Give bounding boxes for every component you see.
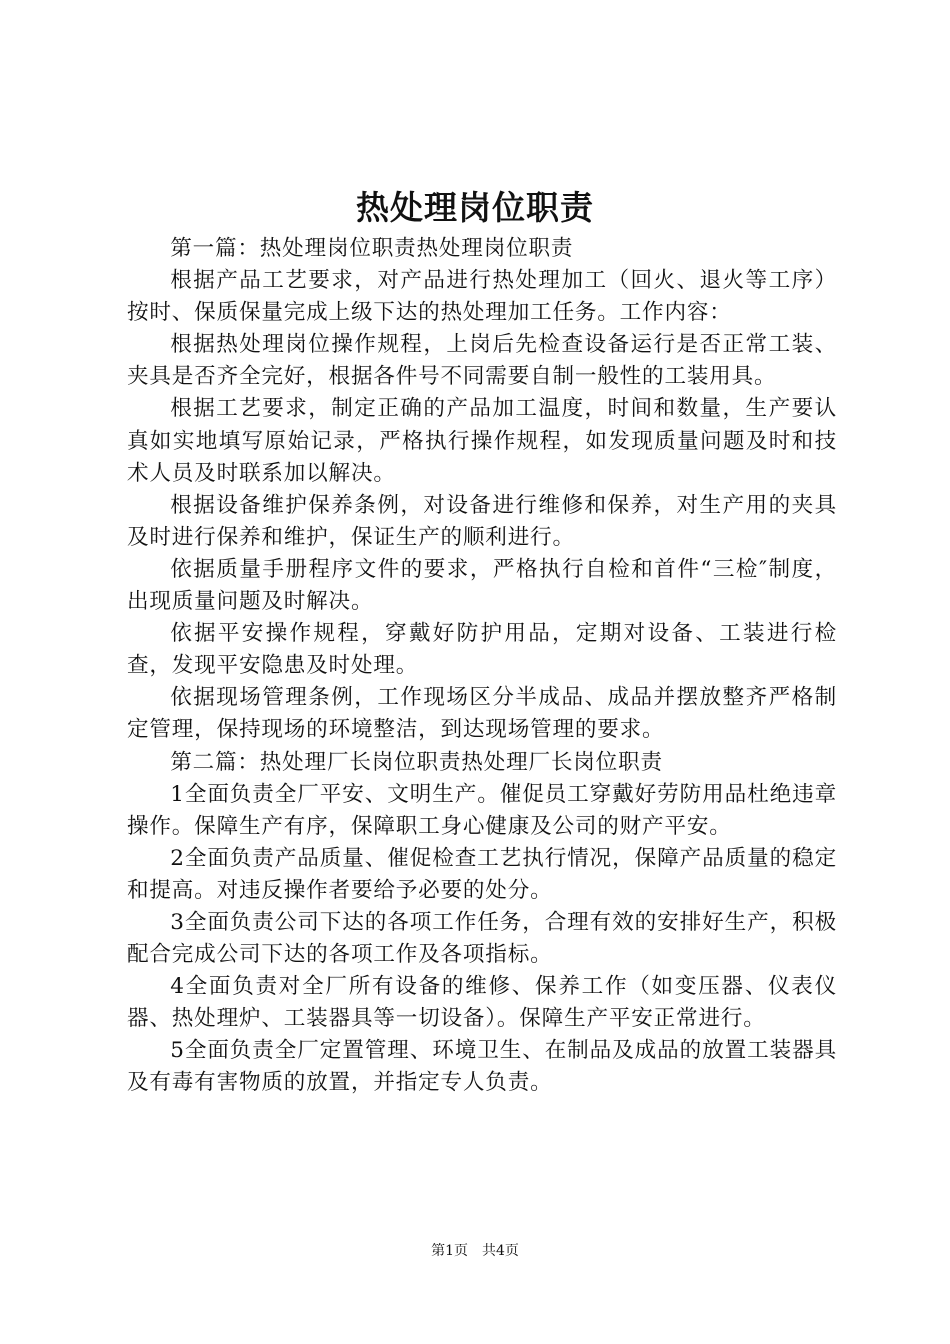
section-heading-2: 第二篇：热处理厂长岗位职责热处理厂长岗位职责 — [170, 749, 663, 775]
page-footer — [0, 1240, 950, 1262]
page-total: 共4页 — [482, 1243, 519, 1259]
paragraph: 依据平安操作规程，穿戴好防护用品，定期对设备、工装进行检查，发现平安隐患及时处理。 — [127, 621, 837, 679]
paragraph: 2全面负责产品质量、催促检查工艺执行情况，保障产品质量的稳定和提高。对违反操作者要给予必要的处分。 — [127, 845, 837, 903]
paragraph: 1全面负责全厂平安、文明生产。催促员工穿戴好劳防用品杜绝违章操作。保障生产有序，保障职工身心健康及公司的财产平安。 — [127, 781, 837, 839]
paragraph: 4全面负责对全厂所有设备的维修、保养工作（如变压器、仪表仪器、热处理炉、工装器具等一切设备）。保障生产平安正常进行。 — [127, 974, 837, 1032]
section-heading-1: 第一篇：热处理岗位职责热处理岗位职责 — [170, 236, 574, 261]
paragraph: 根据工艺要求，制定正确的产品加工温度，时间和数量，生产要认真如实地填写原始记录，严格执行操作规程，如发现质量问题及时和技术人员及时联系加以解决。 — [127, 396, 837, 486]
paragraph: 3全面负责公司下达的各项工作任务，合理有效的安排好生产，积极配合完成公司下达的各项工作及各项指标。 — [127, 909, 837, 968]
document-body — [127, 233, 837, 1100]
page-number: 第1页 — [431, 1243, 468, 1259]
paragraph: 根据热处理岗位操作规程，上岗后先检查设备运行是否正常工装、夹具是否齐全完好，根据各件号不同需要自制一般性的工装用具。 — [127, 332, 837, 390]
paragraph: 依据现场管理条例，工作现场区分半成品、成品并摆放整齐严格制定管理，保持现场的环境整洁，到达现场管理的要求。 — [127, 685, 837, 743]
paragraph: 5全面负责全厂定置管理、环境卫生、在制品及成品的放置工装器具及有毒有害物质的放置，并指定专人负责。 — [127, 1038, 837, 1096]
paragraph: 根据产品工艺要求，对产品进行热处理加工（回火、退火等工序）按时、保质保量完成上级下达的热处理加工任务。工作内容： — [127, 268, 837, 326]
paragraph: 根据设备维护保养条例，对设备进行维修和保养，对生产用的夹具及时进行保养和维护，保证生产的顺利进行。 — [127, 492, 837, 550]
document-title: 热处理岗位职责 — [356, 188, 594, 227]
paragraph: 依据质量手册程序文件的要求，严格执行自检和首件“三检″制度，出现质量问题及时解决。 — [127, 556, 837, 615]
